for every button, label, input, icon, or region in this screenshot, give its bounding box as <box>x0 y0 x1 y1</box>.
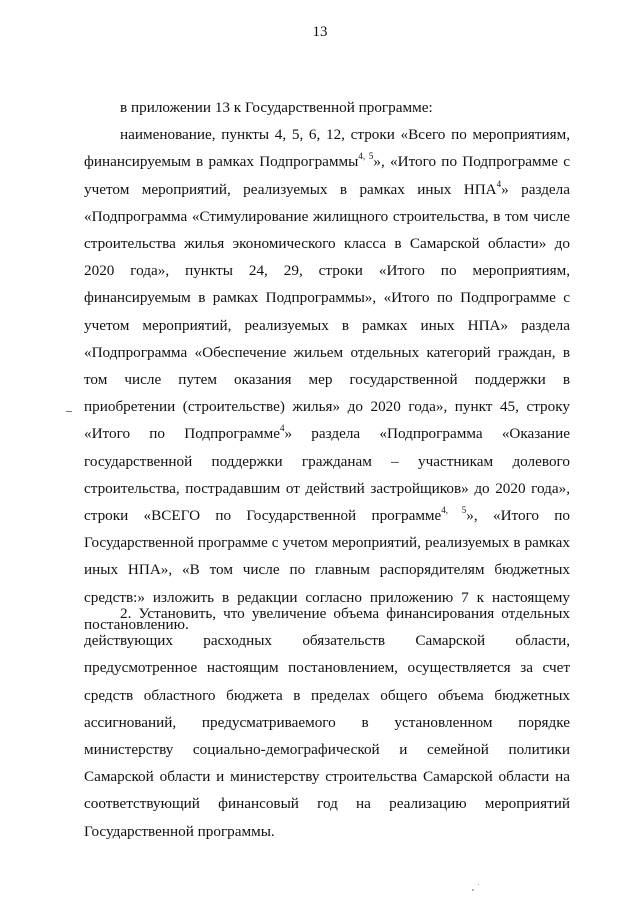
page-number: 13 <box>312 24 328 40</box>
text-segment: », «Итого по Государственной программе с учетом мероприятий, реализуемых в рамках иных НПА», «В том числе по главным распорядителям бюджетных средств:» изложить в редакции согласно приложению 7 к настоящему постановлению. <box>84 507 571 633</box>
text-segment: наименование, пункты 4, 5, 6, 12, строки «Всего по мероприятиям, финансируемым в рамках Подпрограммы <box>84 126 570 171</box>
text-segment: », «Итого по Подпрограмме с учетом мероприятий, реализуемых в рамках иных НПА <box>84 153 571 198</box>
body-text-upper <box>84 94 570 638</box>
footnote-reference: 4, 5 <box>441 505 467 516</box>
scan-speck <box>478 884 479 885</box>
margin-mark <box>66 411 72 412</box>
paragraph-appendix-13 <box>84 94 570 121</box>
text-segment: в приложении 13 к Государственной программе: <box>120 99 433 116</box>
text-segment: 2. Установить, что увеличение объема финансирования отдельных действующих расходных обязательств Самарской области, предусмотренное настоящим постановлением, осуществляется за счет средств областного бюджета в пределах общего объема бюджетных ассигнований, предусматриваемого в установленном порядке министерству социально-демографической и семейной политики Самарской области и министерству строительства Самарской области на соответствующий финансовый год на реализацию мероприятий Государственной программы. <box>84 605 570 840</box>
footnote-reference: 4, 5 <box>358 151 374 162</box>
scan-speck <box>472 889 474 891</box>
text-segment: » раздела «Подпрограмма «Стимулирование жилищного строительства, в том числе строительства жилья экономического класса в Самарской области» до 2020 года», пункты 24, 29, строки «Итого по мероприятиям, финансируемым в рамках Подпрограммы», «Итого по Подпрограмме с учетом мероприятий, реализуемых в рамках иных НПА» раздела «Подпрограмма «Обеспечение жильем отдельных категорий граждан, в том числе путем оказания мер государственной поддержки в приобретении (строительстве) жилья» до 2020 года», пункт 45, строку «Итого по Подпрограмме <box>84 180 570 443</box>
footnote-reference: 4 <box>279 423 285 434</box>
paragraph-amendments <box>84 121 570 638</box>
paragraph-financing-clause <box>84 600 570 845</box>
footnote-reference: 4 <box>496 178 502 189</box>
body-text-lower <box>84 600 570 845</box>
text-segment: » раздела «Подпрограмма «Оказание государственной поддержки гражданам – участникам долевого строительства, пострадавшим от действий застройщиков» до 2020 года», строки «ВСЕГО по Государственной программе <box>84 425 571 525</box>
